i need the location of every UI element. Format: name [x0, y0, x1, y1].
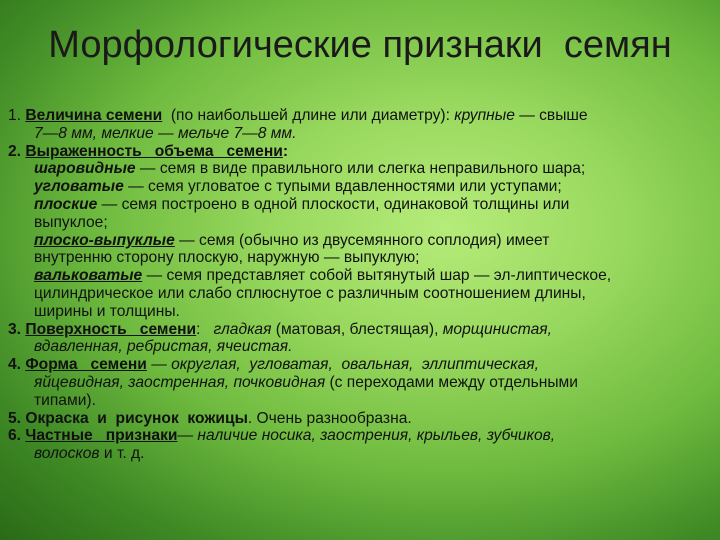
subitem-line — [8, 249, 704, 267]
item-line — [8, 374, 704, 392]
list-item-special — [8, 427, 704, 463]
item-term: Выраженность объема семени — [25, 142, 283, 160]
list-item-volume — [8, 143, 704, 321]
item-line — [8, 392, 704, 410]
item-line — [8, 321, 704, 339]
list-item-shape — [8, 356, 704, 409]
subitem-line — [8, 178, 704, 196]
item-text: — мельче 7—8 мм. — [153, 124, 297, 142]
item-text-italic: мелкие — [101, 124, 154, 142]
item-line — [8, 445, 704, 463]
item-text-italic: крупные — [454, 107, 515, 124]
item-text: . Очень разнообразна. — [247, 409, 412, 427]
subitem-term: вальковатые — [34, 267, 143, 285]
item-term: Форма семени — [25, 356, 147, 374]
list-item-size — [8, 107, 704, 143]
subitem-text: цилиндрическое или слабо сплюснутое с различным соотношением длины, — [34, 284, 586, 302]
item-text: 7—8 мм, — [34, 124, 102, 142]
subitem-term: плоско-выпуклые — [34, 231, 175, 249]
item-text: — свыше — [514, 107, 588, 124]
item-text-italic: — наличие носика, заострения, крыльев, зубчиков, — [177, 427, 556, 445]
item-line — [8, 125, 704, 143]
item-text-italic: вдавленная, ребристая, ячеистая. — [34, 338, 293, 356]
item-number: 3. — [8, 320, 22, 338]
item-text: : — [196, 320, 214, 338]
content-list — [8, 107, 704, 463]
item-text: типами). — [34, 391, 96, 409]
item-text-italic: — округлая, угловатая, овальная, эллиптическая, — [146, 356, 539, 374]
subitem-text: — семя построено в одной плоскости, одинаковой толщины или — [97, 195, 570, 213]
item-term: Поверхность семени — [25, 320, 197, 338]
item-line — [8, 427, 704, 445]
item-text-italic: гладкая — [213, 320, 272, 338]
item-line — [8, 338, 704, 356]
item-line — [8, 410, 704, 428]
item-term: Величина семени — [25, 107, 163, 124]
subitem-text: ширины и толщины. — [34, 302, 180, 320]
subitem-text: — семя (обычно из двусемянного соплодия) имеет — [174, 231, 550, 249]
subitem-line — [8, 196, 704, 214]
item-line — [8, 107, 704, 125]
subitem-text: внутренню сторону плоскую, наружную — выпуклую; — [34, 249, 420, 267]
item-text: и т. д. — [99, 445, 145, 463]
item-text-italic: яйцевидная, заостренная, почковидная — [34, 373, 326, 391]
subitem-text: выпуклое; — [34, 213, 108, 231]
item-term: Частные признаки — [25, 427, 178, 445]
subitem-line — [8, 267, 704, 285]
item-number: 2. — [8, 142, 22, 160]
item-term: Окраска и рисунок кожицы — [25, 409, 248, 427]
subitem-term: угловатые — [34, 178, 124, 196]
item-number: 6. — [8, 427, 22, 445]
list-item-surface — [8, 321, 704, 357]
subitem-term: плоские — [34, 195, 98, 213]
item-text: (с переходами между отдельными — [325, 373, 578, 391]
item-text-italic: морщинистая, — [442, 320, 552, 338]
subitem-line — [8, 160, 704, 178]
item-text-italic: волосков — [34, 445, 100, 463]
subitem-line — [8, 303, 704, 321]
subitem-text: — семя в виде правильного или слегка неправильного шара; — [135, 160, 586, 178]
item-number: 5. — [8, 409, 22, 427]
subitem-text: — семя представляет собой вытянутый шар — эл-липтическое, — [142, 267, 612, 285]
subitem-line — [8, 285, 704, 303]
slide-title: Морфологические признаки семян — [48, 24, 672, 66]
item-line — [8, 143, 704, 161]
item-line — [8, 356, 704, 374]
subitem-line — [8, 232, 704, 250]
list-item-color — [8, 410, 704, 428]
item-number: 1. — [8, 107, 22, 124]
item-text: (по наибольшей длине или диаметру): — [162, 107, 455, 124]
subitem-line — [8, 214, 704, 232]
item-number: 4. — [8, 356, 22, 374]
item-text: : — [282, 142, 289, 160]
subitem-term: шаровидные — [34, 160, 136, 178]
subitem-text: — семя угловатое с тупыми вдавленностями или уступами; — [123, 178, 562, 196]
item-text: (матовая, блестящая), — [271, 320, 443, 338]
